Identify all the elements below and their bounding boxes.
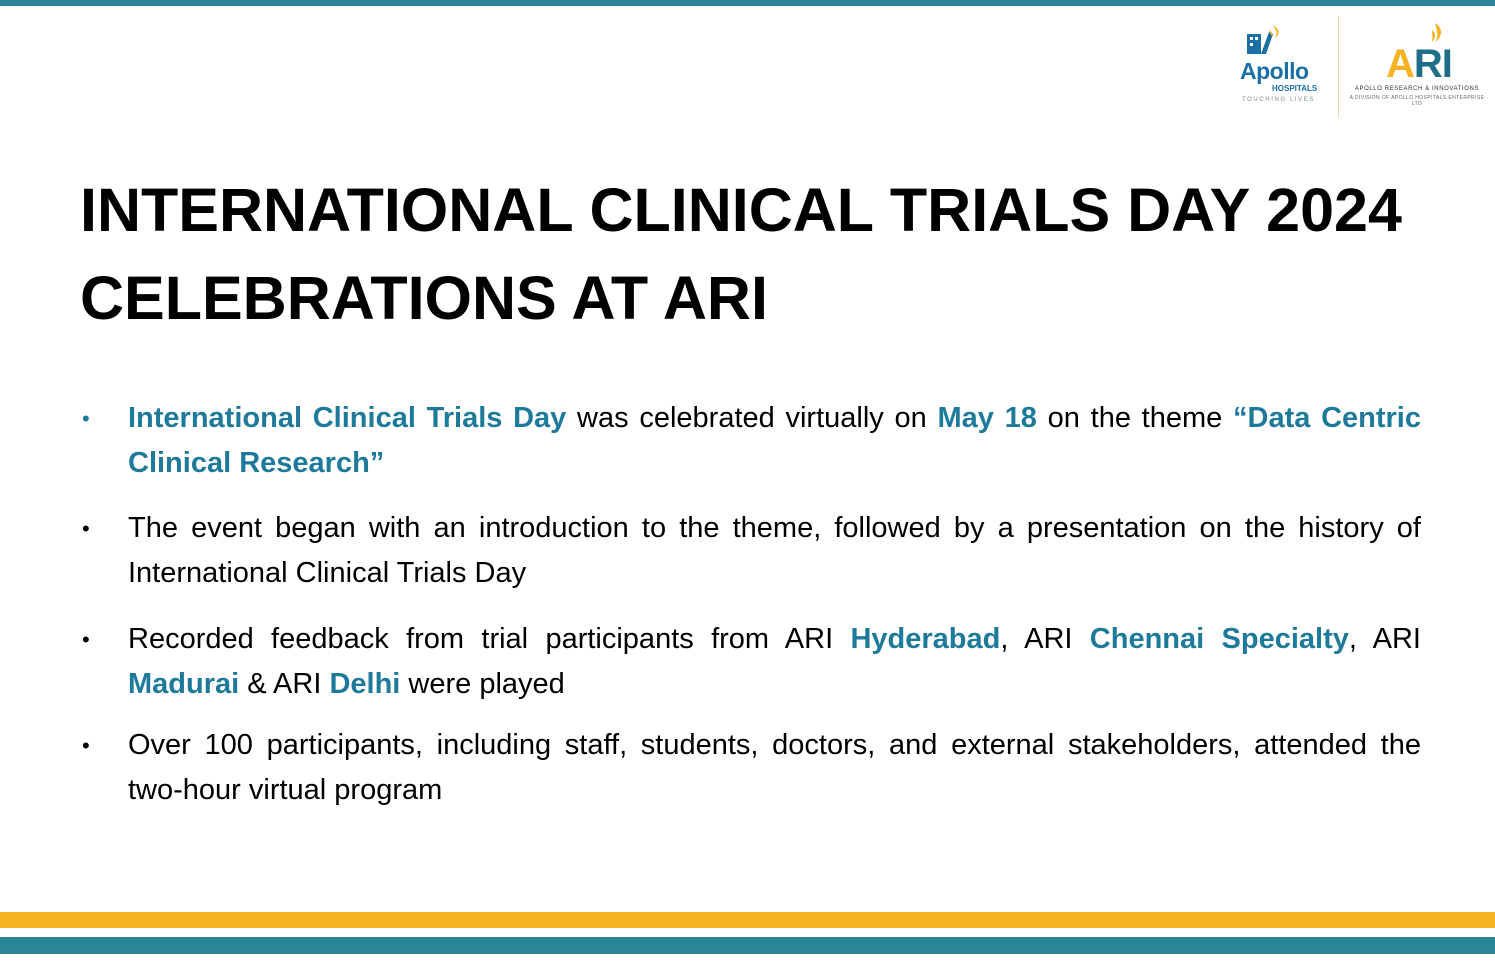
apollo-tagline: TOUCHING LIVES — [1242, 97, 1315, 103]
body-text: The event began with an introduction to the theme, followed by a presentation on the history of International Clinical Trials Day — [128, 512, 1421, 589]
body-text: , ARI — [1348, 623, 1421, 655]
bullet-item-3 — [80, 617, 1421, 707]
highlight-location: Chennai Specialty — [1089, 623, 1349, 655]
apollo-subtitle: HOSPITALS — [1272, 84, 1318, 93]
body-text: on the theme — [1036, 402, 1233, 434]
title-line-1: INTERNATIONAL CLINICAL TRIALS DAY 2024 — [80, 176, 1402, 244]
apollo-name: Apollo — [1240, 58, 1309, 84]
bullet-marker: • — [82, 406, 90, 431]
apollo-emblem-icon — [1245, 24, 1285, 60]
body-text: , ARI — [1000, 623, 1090, 655]
bullet-marker: • — [82, 516, 90, 541]
apollo-hospitals-logo — [1236, 24, 1332, 114]
ari-letter-a: A — [1386, 42, 1414, 86]
body-text: Over 100 participants, including staff, students, doctors, and external stakeholders, attended the two-hour virtual program — [128, 729, 1421, 806]
highlight-date: May 18 — [937, 402, 1037, 434]
top-accent-stripe — [0, 0, 1495, 6]
bottom-teal-stripe — [0, 937, 1495, 954]
body-text: were played — [400, 668, 565, 700]
highlight-theme: “Data Centric Clinical Research” — [128, 402, 1421, 479]
bottom-gold-stripe — [0, 912, 1495, 928]
bullet-item-2 — [80, 506, 1421, 596]
header-logos — [1236, 16, 1486, 120]
body-text: Recorded feedback from trial participants from ARI — [128, 623, 851, 655]
highlight-location: Hyderabad — [850, 623, 1001, 655]
body-text: was celebrated virtually on — [566, 402, 938, 434]
highlight-location: Delhi — [329, 668, 401, 700]
logo-divider — [1338, 16, 1339, 118]
page-title — [80, 166, 1440, 342]
title-line-2: CELEBRATIONS AT ARI — [80, 264, 768, 332]
bullet-marker: • — [82, 733, 90, 758]
ari-letters-ri: RI — [1413, 42, 1452, 86]
bullet-item-1 — [80, 396, 1421, 486]
ari-logo — [1348, 22, 1486, 114]
highlight-location: Madurai — [128, 668, 240, 700]
body-text: & ARI — [239, 668, 330, 700]
ari-subtitle: APOLLO RESEARCH & INNOVATIONS — [1354, 86, 1480, 92]
highlight-text: International Clinical Trials Day — [128, 402, 567, 434]
bullet-item-4 — [80, 723, 1421, 813]
ari-division-line: A DIVISION OF APOLLO HOSPITALS ENTERPRISE LTD — [1349, 95, 1485, 107]
ari-wordmark — [1386, 42, 1452, 86]
bullet-list — [80, 396, 1421, 813]
bullet-marker: • — [82, 627, 90, 652]
